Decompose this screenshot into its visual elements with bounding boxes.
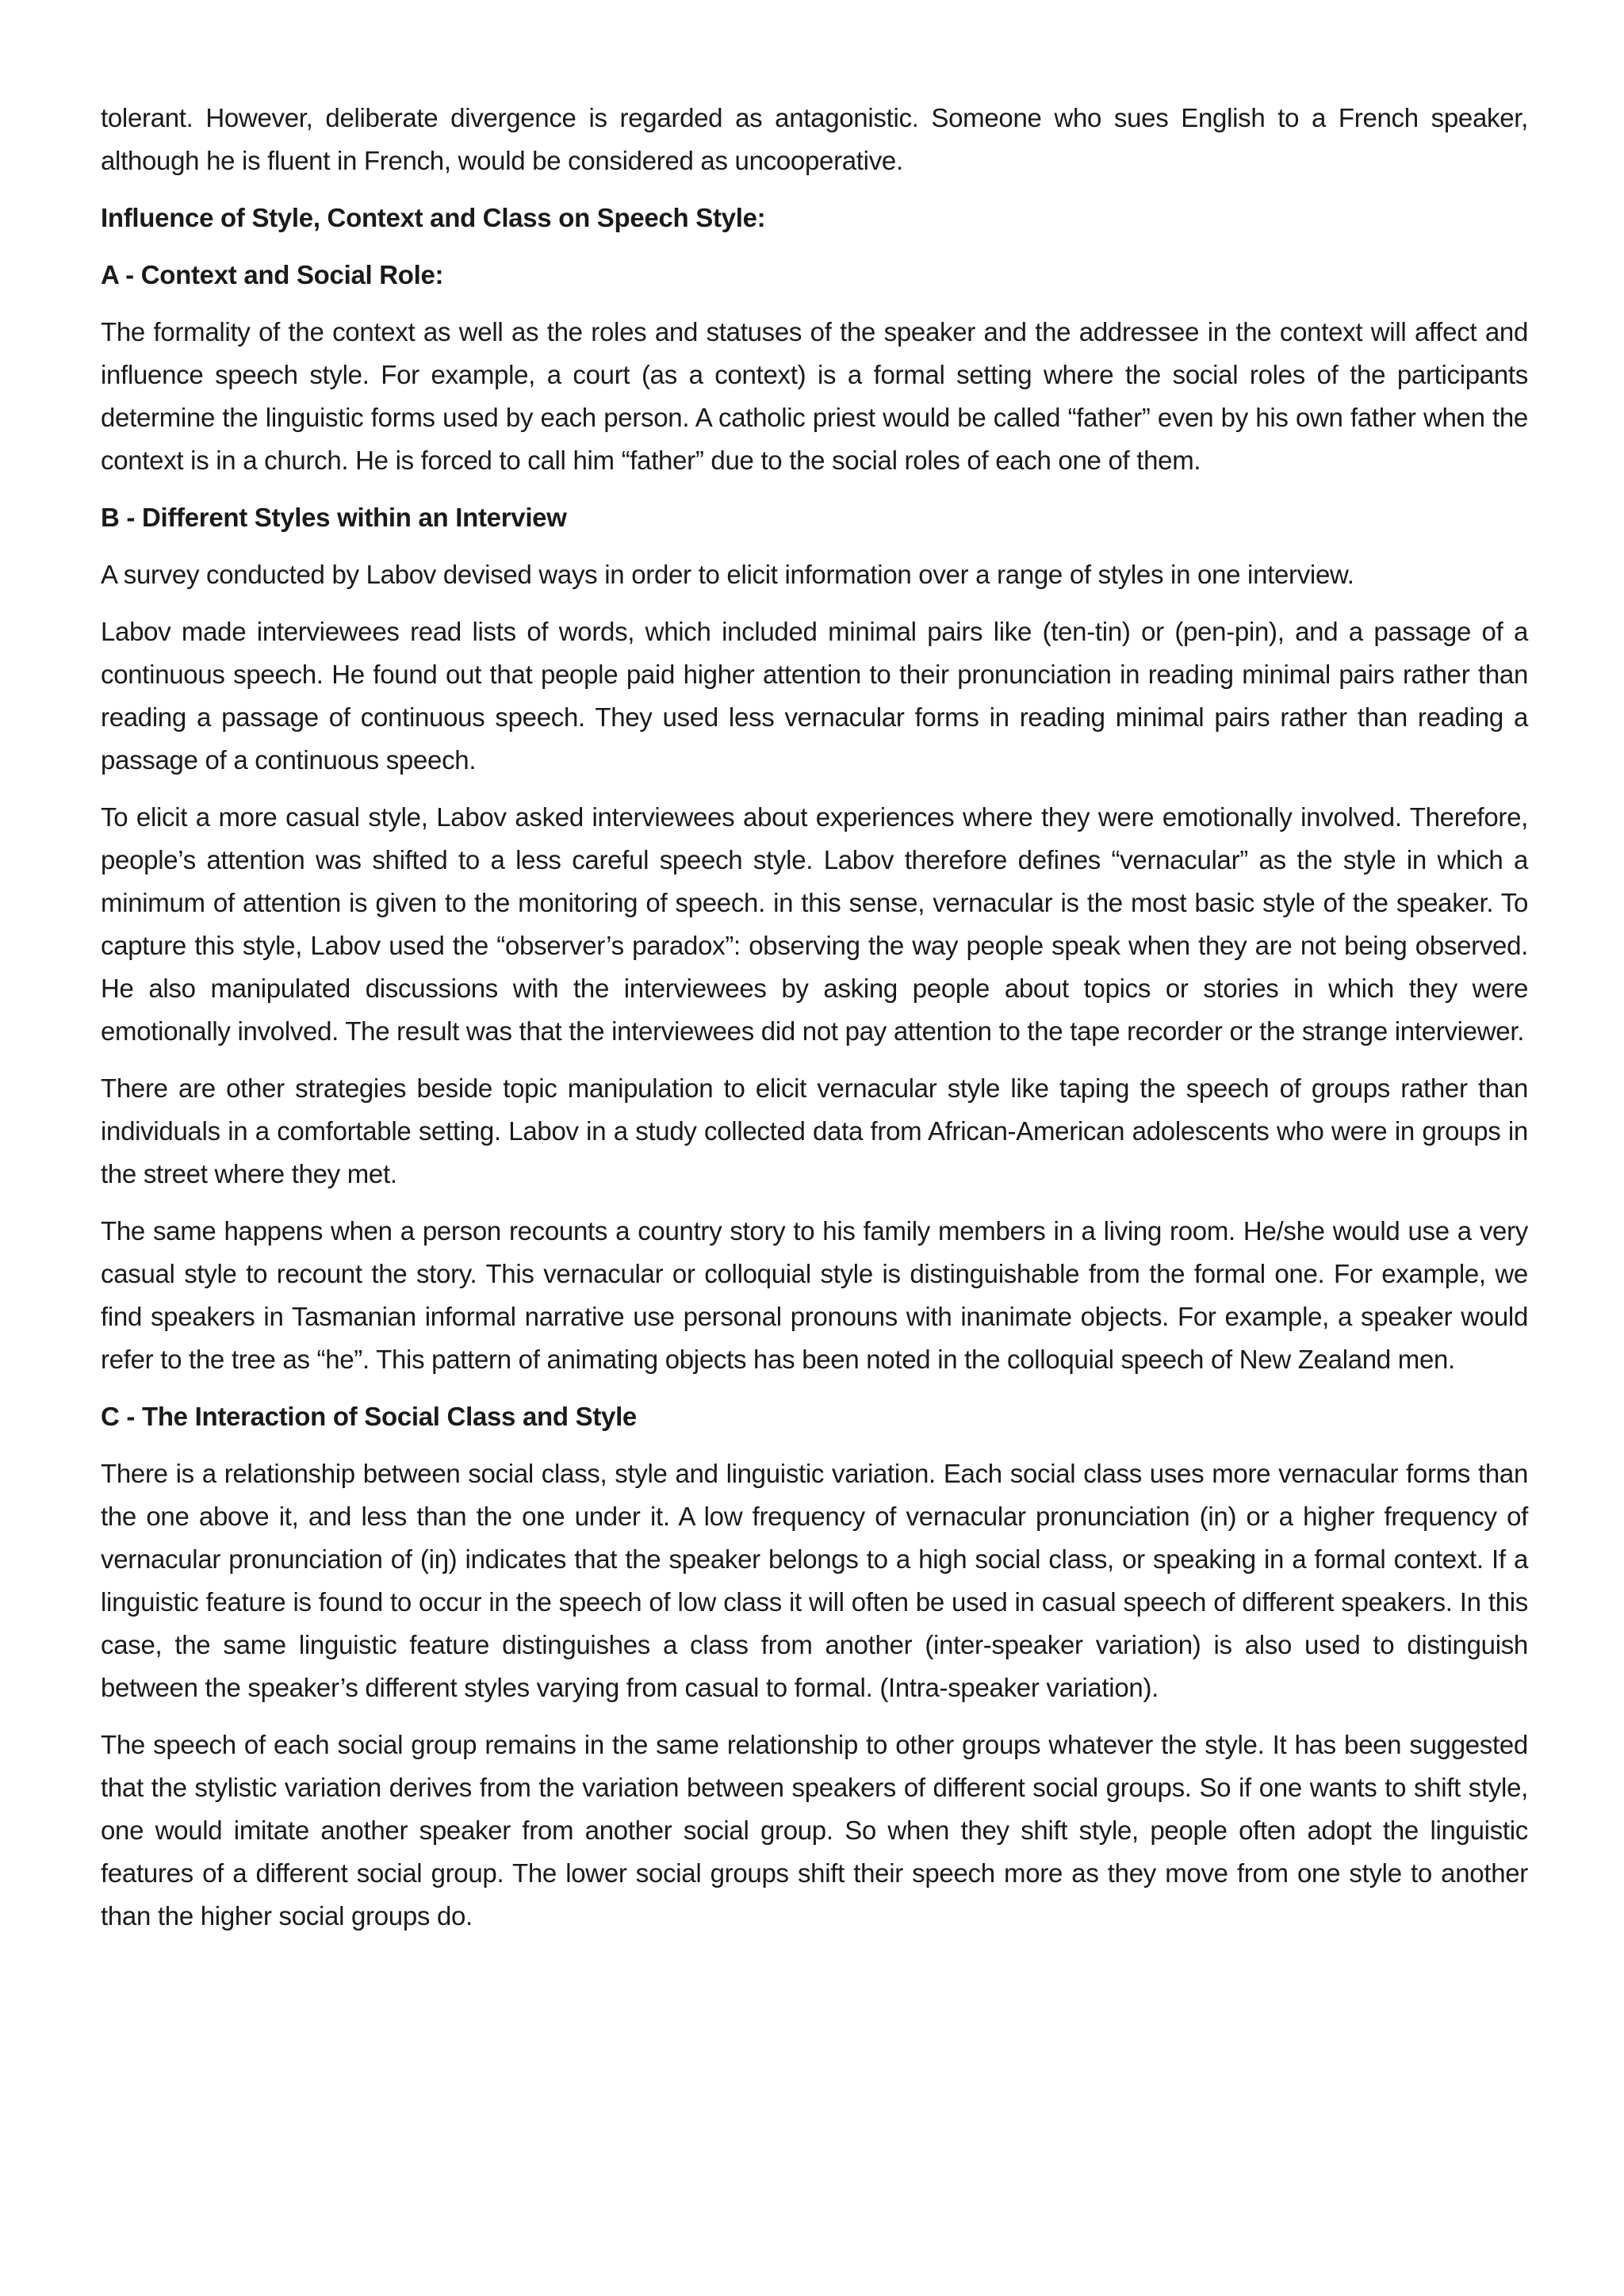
section-b-heading: B - Different Styles within an Interview	[101, 503, 567, 532]
section-b-paragraph-1: A survey conducted by Labov devised ways in order to elicit information over a range of styles in one interview.	[101, 560, 1354, 589]
section-c-paragraph-2: The speech of each social group remains in the same relationship to other groups whatever the style. It has been suggested that the stylistic variation derives from the variation between speakers of different social groups. So if one wants to shift style, one would imitate another speaker from another social group. So when they shift style, people often adopt the linguistic features of a different social group. The lower social groups shift their speech more as they move from one style to another than the higher social groups do.	[101, 1730, 1528, 1931]
section-b-paragraph-5: The same happens when a person recounts a country story to his family members in a living room. He/she would use a very casual style to recount the story. This vernacular or colloquial style is distinguishable from the formal one. For example, we find speakers in Tasmanian informal narrative use personal pronouns with inanimate objects. For example, a speaker would refer to the tree as “he”. This pattern of animating objects has been noted in the colloquial speech of New Zealand men.	[101, 1216, 1528, 1374]
intro-paragraph: tolerant. However, deliberate divergence is regarded as antagonistic. Someone who sues English to a French speaker, although he is fluent in French, would be considered as uncooperative.	[101, 103, 1528, 175]
document-page	[101, 97, 1528, 1952]
section-a-heading: A - Context and Social Role:	[101, 260, 444, 289]
section-b-paragraph-3: To elicit a more casual style, Labov asked interviewees about experiences where they were emotionally involved. Therefore, people’s attention was shifted to a less careful speech style. Labov therefore defines “vernacular” as the style in which a minimum of attention is given to the monitoring of speech. in this sense, vernacular is the most basic style of the speaker. To capture this style, Labov used the “observer’s paradox”: observing the way people speak when they are not being observed. He also manipulated discussions with the interviewees by asking people about topics or stories in which they were emotionally involved. The result was that the interviewees did not pay attention to the tape recorder or the strange interviewer.	[101, 802, 1528, 1046]
section-b-paragraph-2: Labov made interviewees read lists of words, which included minimal pairs like (ten-tin) or (pen-pin), and a passage of a continuous speech. He found out that people paid higher attention to their pronunciation in reading minimal pairs rather than reading a passage of continuous speech. They used less vernacular forms in reading minimal pairs rather than reading a passage of a continuous speech.	[101, 617, 1528, 775]
section-b-paragraph-4: There are other strategies beside topic manipulation to elicit vernacular style like taping the speech of groups rather than individuals in a comfortable setting. Labov in a study collected data from African-American adolescents who were in groups in the street where they met.	[101, 1073, 1528, 1188]
section-c-heading: C - The Interaction of Social Class and Style	[101, 1402, 637, 1431]
section-title: Influence of Style, Context and Class on Speech Style:	[101, 203, 766, 232]
section-c-paragraph-1: There is a relationship between social class, style and linguistic variation. Each social class uses more vernacular forms than the one above it, and less than the one under it. A low frequency of vernacular pronunciation (in) or a higher frequency of vernacular pronunciation of (iŋ) indicates that the speaker belongs to a high social class, or speaking in a formal context. If a linguistic feature is found to occur in the speech of low class it will often be used in casual speech of different speakers. In this case, the same linguistic feature distinguishes a class from another (inter-speaker variation) is also used to distinguish between the speaker’s different styles varying from casual to formal. (Intra-speaker variation).	[101, 1459, 1528, 1702]
section-a-paragraph-1: The formality of the context as well as the roles and statuses of the speaker and the addressee in the context will affect and influence speech style. For example, a court (as a context) is a formal setting where the social roles of the participants determine the linguistic forms used by each person. A catholic priest would be called “father” even by his own father when the context is in a church. He is forced to call him “father” due to the social roles of each one of them.	[101, 317, 1528, 475]
